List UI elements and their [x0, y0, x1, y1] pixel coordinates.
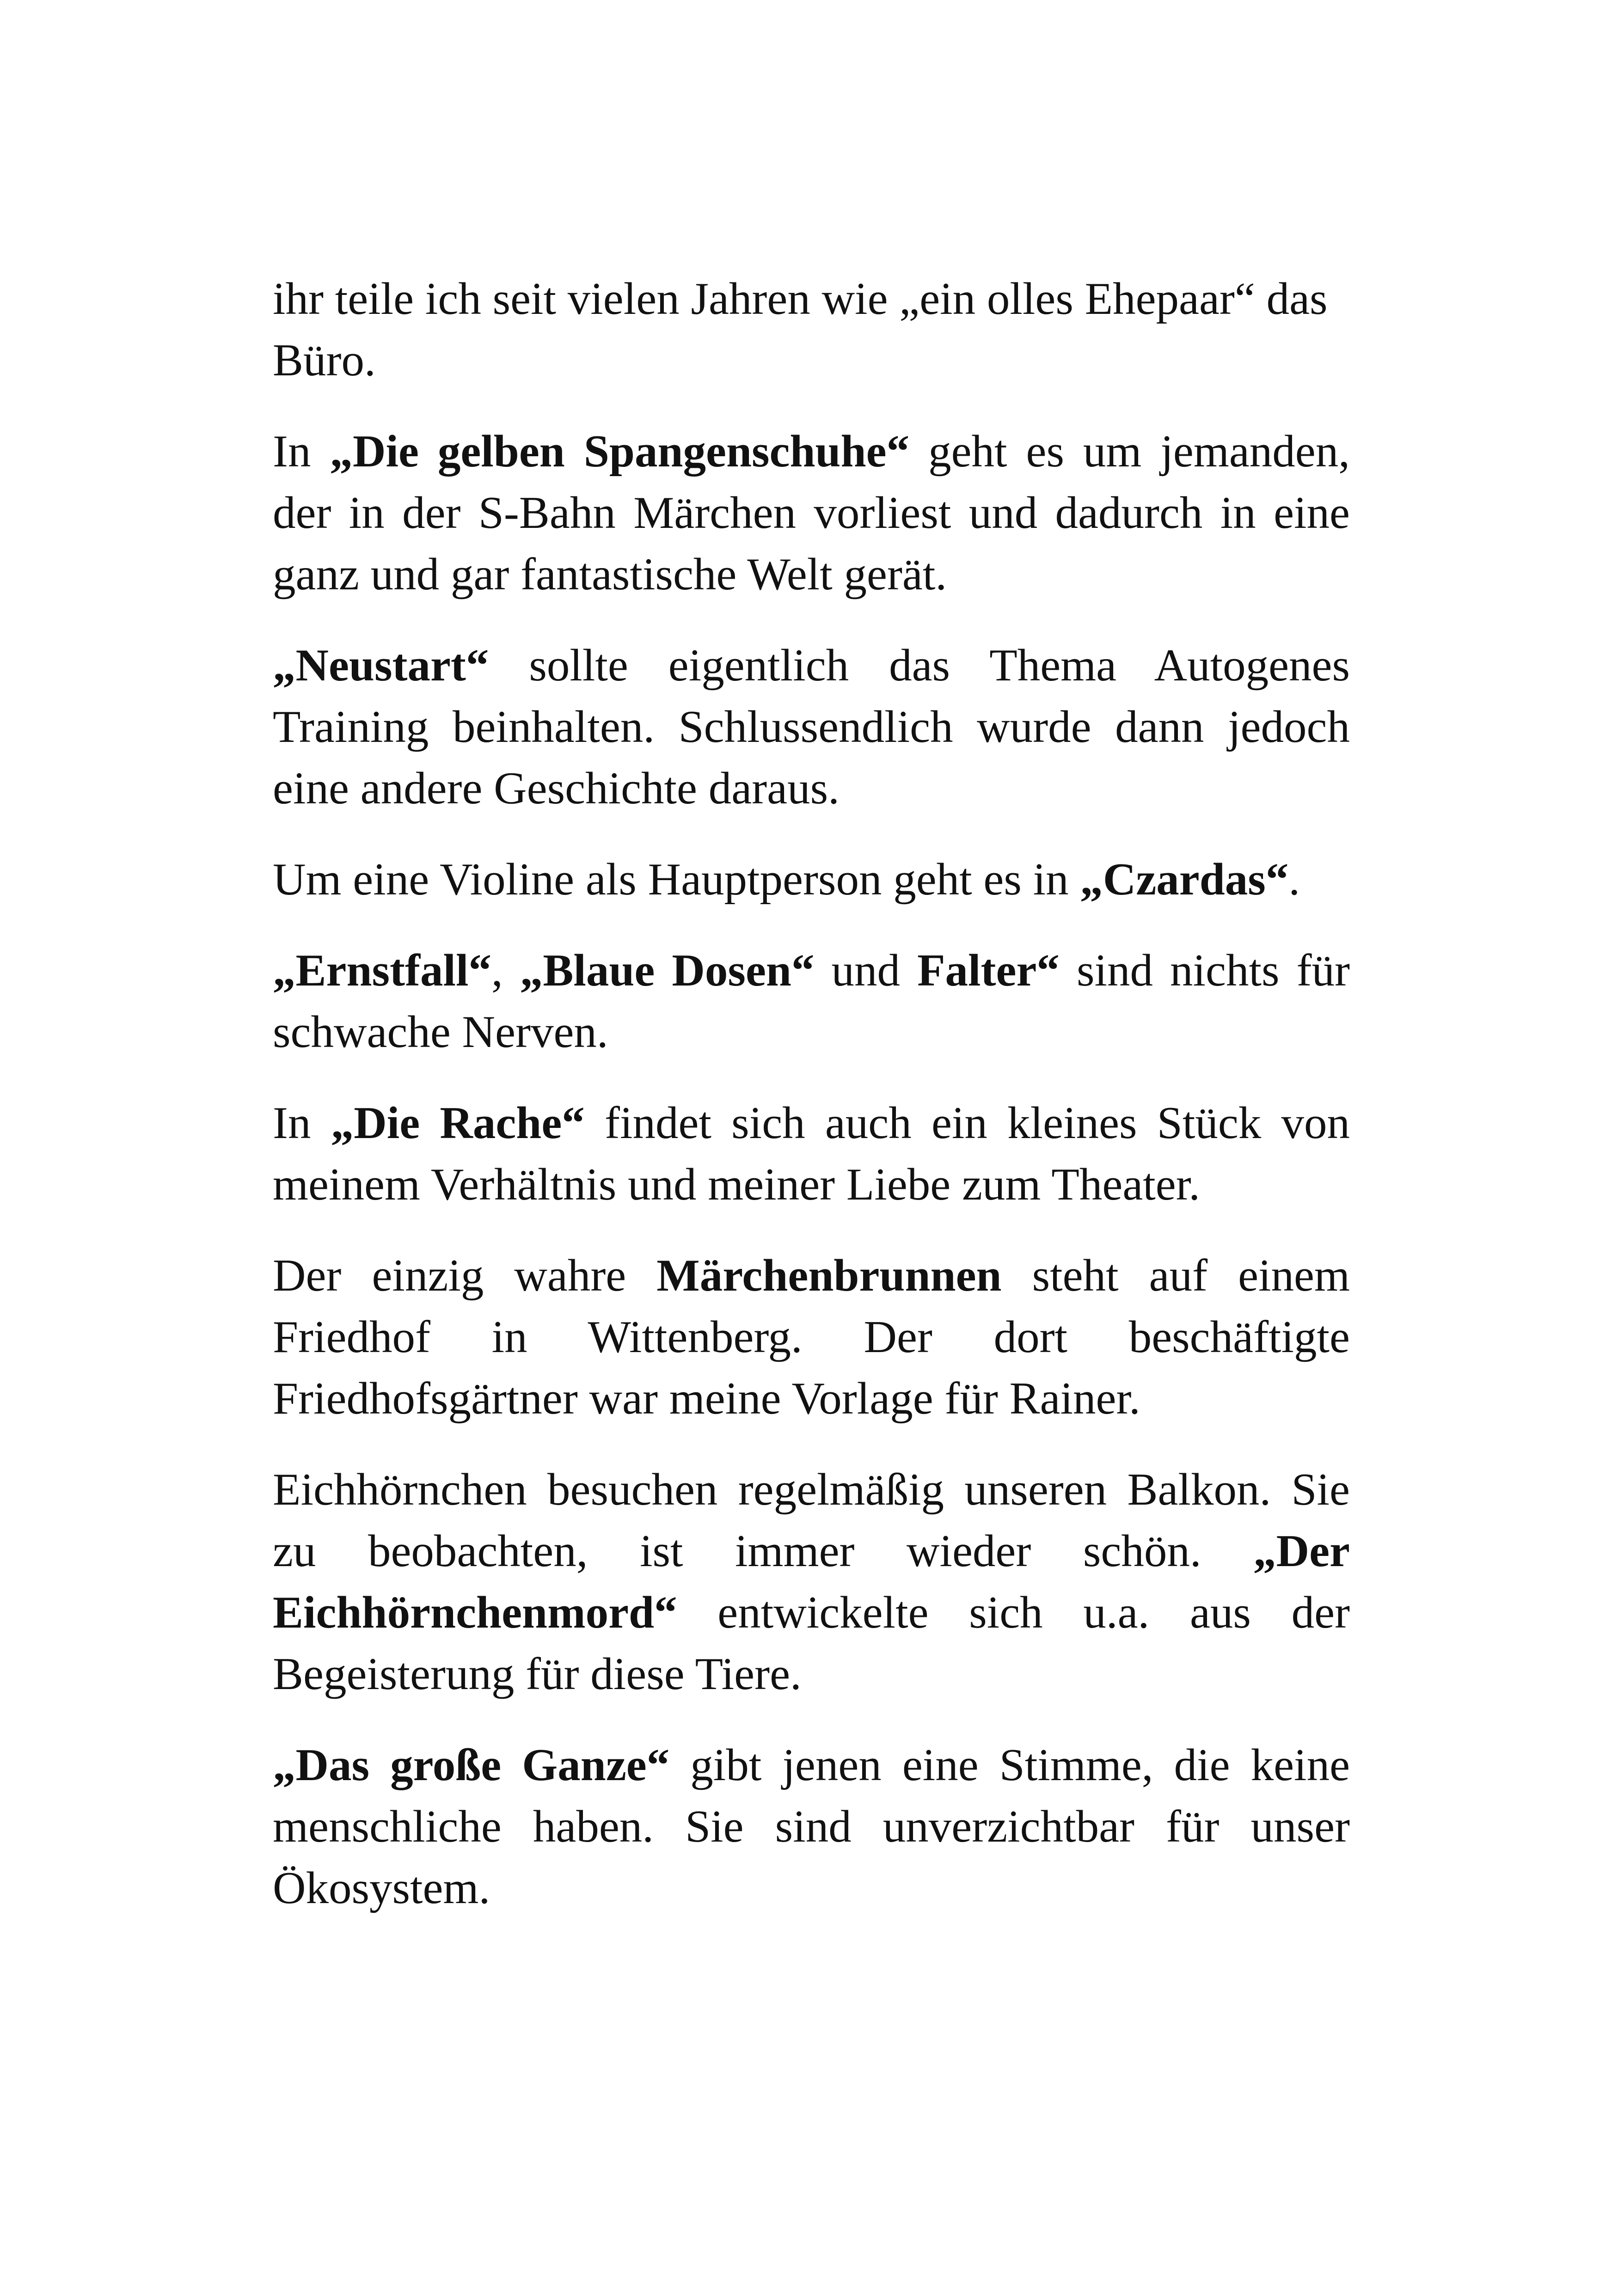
story-title: „Der Eichhörnchenmord“ [273, 1526, 1350, 1638]
paragraph-1 [273, 268, 1350, 391]
text-segment: und [814, 945, 918, 996]
paragraph-7 [273, 1245, 1350, 1429]
story-title: „Neustart“ [273, 640, 489, 691]
text-segment: geht es um jemanden, der in der S-Bahn Märchen vorliest und dadurch in eine ganz und gar fantastische Welt gerät. [273, 426, 1350, 600]
text-segment: gibt jenen eine Stimme, die keine menschliche haben. Sie sind unverzichtbar für unser Ökosystem. [273, 1740, 1350, 1913]
story-title: „Blaue Dosen“ [520, 945, 815, 996]
text-segment: sollte eigentlich das Thema Autogenes Training beinhalten. Schlussendlich wurde dann jedoch eine andere Geschichte daraus. [273, 640, 1350, 814]
text-segment: sind nichts für schwache Nerven. [273, 945, 1350, 1057]
story-title: Falter“ [917, 945, 1060, 996]
text-segment: entwickelte sich u.a. aus der Begeisterung für diese Tiere. [273, 1587, 1350, 1699]
story-title: Märchenbrunnen [656, 1250, 1002, 1301]
paragraph-4 [273, 849, 1350, 910]
paragraph-3 [273, 635, 1350, 819]
text-segment: findet sich auch ein kleines Stück von meinem Verhältnis und meiner Liebe zum Theater. [273, 1098, 1350, 1210]
text-segment: In [273, 426, 330, 477]
text-segment: Um eine Violine als Hauptperson geht es in [273, 854, 1080, 905]
text-segment: . [1288, 854, 1300, 905]
story-title: „Ernstfall“ [273, 945, 492, 996]
paragraph-8 [273, 1459, 1350, 1705]
story-title: „Das große Ganze“ [273, 1740, 670, 1790]
paragraph-5 [273, 940, 1350, 1063]
paragraph-6 [273, 1092, 1350, 1215]
story-title: „Die gelben Spangenschuhe“ [330, 426, 910, 477]
paragraph-2 [273, 421, 1350, 605]
body-text [273, 268, 1350, 1948]
text-segment: Eichhörnchen besuchen regelmäßig unseren Balkon. Sie zu beobachten, ist immer wieder schön. [273, 1464, 1350, 1576]
story-title: „Die Rache“ [331, 1098, 585, 1148]
text-segment: steht auf einem Friedhof in Wittenberg. Der dort beschäftigte Friedhofsgärtner war meine Vorlage für Rainer. [273, 1250, 1350, 1424]
text-segment: ihr teile ich seit vielen Jahren wie „ein olles Ehepaar“ das Büro. [273, 274, 1328, 386]
paragraph-9 [273, 1734, 1350, 1919]
story-title: „Czardas“ [1080, 854, 1289, 905]
text-segment: In [273, 1098, 331, 1148]
text-segment: , [491, 945, 520, 996]
text-segment: Der einzig wahre [273, 1250, 657, 1301]
